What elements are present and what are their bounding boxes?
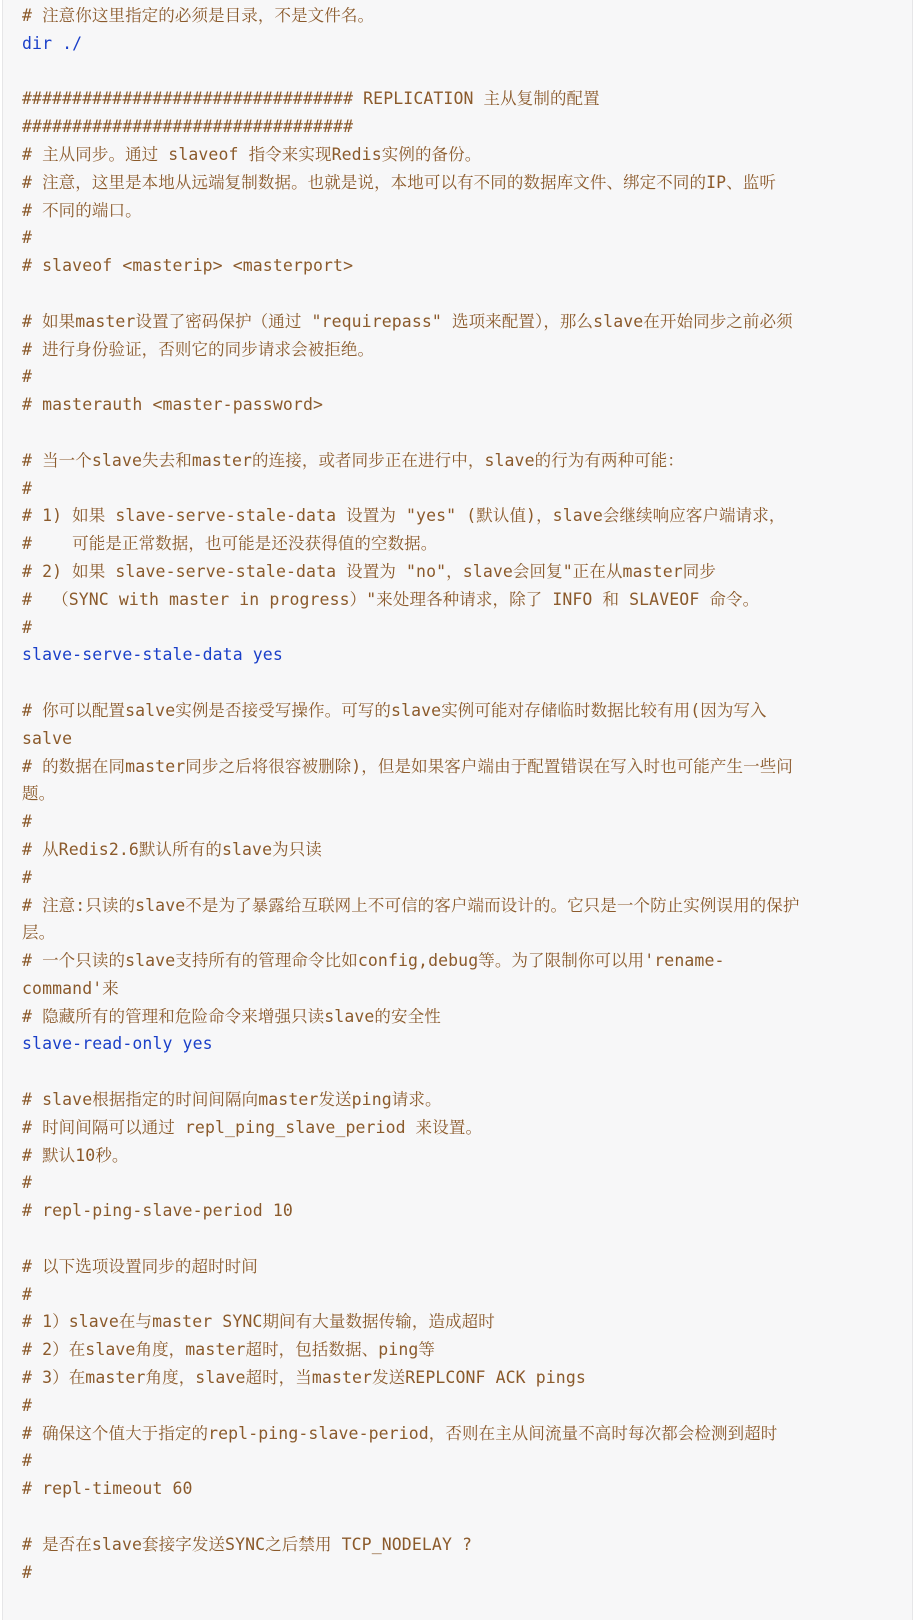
comment-line: # 如果master设置了密码保护（通过 "requirepass" 选项来配置），那么slave在开始同步之前必须 — [22, 311, 793, 331]
comment-line: # — [22, 617, 33, 637]
comment-line: command'来 — [22, 978, 119, 998]
comment-line: # masterauth <master-password> — [22, 395, 324, 415]
comment-line: # 你可以配置salve实例是否接受写操作。可写的slave实例可能对存储临时数据比较有用(因为写入 — [22, 700, 767, 720]
comment-line: # 隐藏所有的管理和危险命令来增强只读slave的安全性 — [22, 1006, 441, 1026]
comment-line: # （SYNC with master in progress）"来处理各种请求，除了 INFO 和 SLAVEOF 命令。 — [22, 589, 760, 609]
blank-line — [22, 1503, 912, 1531]
comment-line: 题。 — [22, 784, 56, 804]
comment-line: # 2）在slave角度，master超时，包括数据、ping等 — [22, 1340, 436, 1360]
comment-line: # 一个只读的slave支持所有的管理命令比如config,debug等。为了限制你可以用'rename- — [22, 951, 725, 971]
comment-line: # slaveof <masterip> <masterport> — [22, 256, 354, 276]
config-directive-line: slave-serve-stale-data yes — [22, 645, 283, 665]
comment-line: salve — [22, 728, 73, 748]
comment-line: ################################# — [22, 117, 354, 137]
comment-line: # 注意:只读的slave不是为了暴露给互联网上不可信的客户端而设计的。它只是一个防止实例误用的保护 — [22, 895, 800, 915]
comment-line: # 注意你这里指定的必须是目录，不是文件名。 — [22, 6, 375, 25]
comment-line: # 1）slave在与master SYNC期间有大量数据传输，造成超时 — [22, 1312, 495, 1332]
comment-line: # — [22, 812, 33, 832]
comment-line: # — [22, 1173, 33, 1193]
comment-line: # 不同的端口。 — [22, 200, 142, 220]
comment-line: # 的数据在同master同步之后将很容被删除)，但是如果客户端由于配置错误在写入时也可能产生一些问 — [22, 756, 793, 776]
comment-line: # 当一个slave失去和master的连接，或者同步正在进行中，slave的行为有两种可能： — [22, 450, 685, 470]
comment-line: # slave根据指定的时间间隔向master发送ping请求。 — [22, 1090, 442, 1110]
comment-line: # 确保这个值大于指定的repl-ping-slave-period，否则在主从间流量不高时每次都会检测到超时 — [22, 1423, 778, 1443]
config-directive-line: slave-read-only yes — [22, 1034, 213, 1054]
blank-line — [22, 669, 912, 697]
comment-line: # 默认10秒。 — [22, 1145, 129, 1165]
comment-line: # 主从同步。通过 slaveof 指令来实现Redis实例的备份。 — [22, 144, 482, 164]
comment-line: # 注意，这里是本地从远端复制数据。也就是说，本地可以有不同的数据库文件、绑定不同的IP、监听 — [22, 172, 776, 192]
comment-line: # — [22, 478, 33, 498]
comment-line: # 是否在slave套接字发送SYNC之后禁用 TCP_NODELAY ? — [22, 1534, 473, 1554]
comment-line: # — [22, 367, 33, 387]
comment-line: # 从Redis2.6默认所有的slave为只读 — [22, 839, 322, 859]
comment-line: # — [22, 1451, 33, 1471]
comment-line: # 以下选项设置同步的超时时间 — [22, 1256, 258, 1276]
comment-line: # repl-ping-slave-period 10 — [22, 1201, 293, 1221]
comment-line: # 时间间隔可以通过 repl_ping_slave_period 来设置。 — [22, 1117, 483, 1137]
blank-line — [22, 280, 912, 308]
comment-line: # — [22, 1562, 33, 1582]
config-directive-line: dir ./ — [22, 33, 83, 53]
comment-line: # 1) 如果 slave-serve-stale-data 设置为 "yes" (默认值)，slave会继续响应客户端请求， — [22, 506, 786, 526]
comment-line: # repl-timeout 60 — [22, 1479, 193, 1499]
blank-line — [22, 419, 912, 447]
comment-line: # — [22, 1284, 33, 1304]
comment-line: # — [22, 867, 33, 887]
comment-line: # 进行身份验证，否则它的同步请求会被拒绝。 — [22, 339, 375, 359]
code-block — [2, 0, 913, 1620]
comment-line: # 可能是正常数据，也可能是还没获得值的空数据。 — [22, 534, 438, 554]
comment-line: 层。 — [22, 923, 56, 943]
blank-line — [22, 58, 912, 86]
comment-line: # 3）在master角度，slave超时，当master发送REPLCONF ACK pings — [22, 1368, 586, 1388]
blank-line — [22, 1225, 912, 1253]
comment-line: # — [22, 1395, 33, 1415]
comment-line: # — [22, 228, 33, 248]
comment-line: # 2) 如果 slave-serve-stale-data 设置为 "no"，slave会回复"正在从master同步 — [22, 561, 716, 581]
comment-line: ################################# REPLICATION 主从复制的配置 — [22, 89, 600, 109]
blank-line — [22, 1058, 912, 1086]
